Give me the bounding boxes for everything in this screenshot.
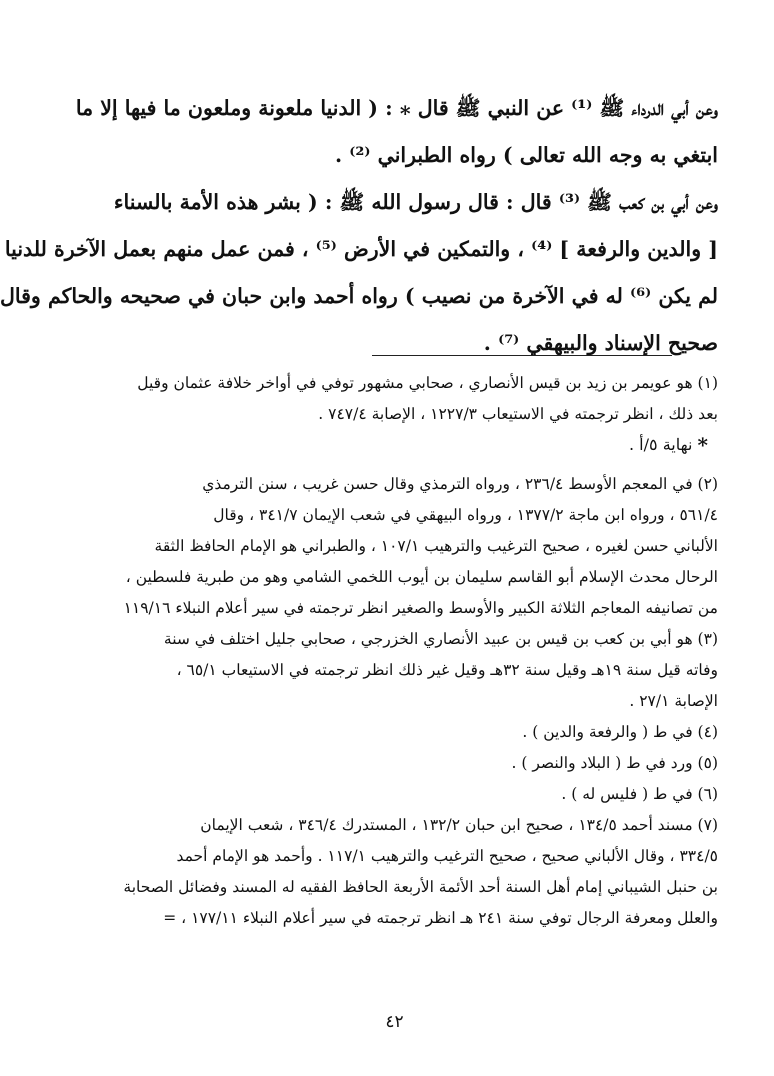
main-text-line: ابتغي به وجه الله تعالى ) رواه الطبراني ⁽²⁾ .: [335, 143, 718, 167]
footnote-separator: [372, 355, 672, 356]
page-number: ٤٢: [385, 1012, 404, 1032]
footnote-line: وفاته قيل سنة ١٩هـ وقيل سنة ٣٢هـ وقيل غير ذلك انظر ترجمته في الاستيعاب ٦٥/١ ،: [176, 661, 718, 679]
asterisk-icon: *: [697, 433, 708, 457]
footnotes: [73, 368, 718, 934]
footnote-line: بن حنبل الشيباني إمام أهل السنة أحد الأئمة الأربعة الحافظ الفقيه له المسند وفضائل الصحابة: [123, 878, 718, 896]
manuscript-marker-note: [73, 430, 718, 461]
footnote-line: بعد ذلك ، انظر ترجمته في الاستيعاب ١٢٢٧/٣ ، الإصابة ٧٤٧/٤ .: [318, 405, 718, 423]
footnote-line: (٢) في المعجم الأوسط ٢٣٦/٤ ، ورواه الترمذي وقال حسن غريب ، سنن الترمذي: [202, 475, 718, 493]
footnote-line: (٥) ورد في ط ( البلاد والنصر ) .: [511, 754, 718, 772]
main-text-line: لم يكن ⁽⁶⁾ له في الآخرة من نصيب ) رواه أحمد وابن حبان في صحيحه والحاكم وقال: [0, 284, 718, 308]
footnote-line: (٣) هو أبي بن كعب بن قيس بن عبيد الأنصاري الخزرجي ، صحابي جليل اختلف في سنة: [163, 630, 718, 648]
footnote-line: (٤) في ط ( والرفعة والدين ) .: [522, 723, 718, 741]
main-text-line: وعن أبي بن كعب ﷺ ⁽³⁾ قال : قال رسول الله ﷺ : ( بشر هذه الأمة بالسناء: [113, 190, 718, 214]
footnote-line: من تصانيفه المعاجم الثلاثة الكبير والأوسط والصغير انظر ترجمته في سير أعلام النبلاء ١١٩/١٦: [123, 599, 718, 617]
manuscript-marker-text: نهاية ٥/أ .: [629, 435, 693, 454]
main-text: [0, 88, 718, 370]
footnote-line: ٣٣٤/٥ ، وقال الألباني صحيح ، صحيح الترغيب والترهيب ١١٧/١ . وأحمد هو الإمام أحمد: [176, 847, 718, 865]
footnote-line: الإصابة ٢٧/١ .: [629, 692, 718, 710]
main-text-line: وعن أبي الدرداء ﷺ ⁽¹⁾ عن النبي ﷺ قال ⁎ : ( الدنيا ملعونة وملعون ما فيها إلا ما: [75, 96, 718, 120]
footnote-line: ٥٦١/٤ ، ورواه ابن ماجة ١٣٧٧/٢ ، ورواه البيهقي في شعب الإيمان ٣٤١/٧ ، وقال: [213, 506, 718, 524]
footnote-line: (٦) في ط ( فليس له ) .: [561, 785, 718, 803]
footnote-line: الألباني حسن لغيره ، صحيح الترغيب والترهيب ١٠٧/١ ، والطبراني هو الإمام الحافظ الثقة: [154, 537, 718, 555]
footnote-line: والعلل ومعرفة الرجال توفي سنة ٢٤١ هـ انظر ترجمته في سير أعلام النبلاء ١٧٧/١١ ، =: [163, 909, 718, 927]
footnote-line: (٧) مسند أحمد ١٣٤/٥ ، صحيح ابن حبان ١٣٢/٢ ، المستدرك ٣٤٦/٤ ، شعب الإيمان: [200, 816, 718, 834]
main-text-line: صحيح الإسناد والبيهقي ⁽⁷⁾ .: [483, 331, 718, 355]
footnote-line: الرحال محدث الإسلام أبو القاسم سليمان بن أيوب اللخمي الشامي وهو من طبرية فلسطين ،: [125, 568, 718, 586]
main-text-line: [ والدين والرفعة ] ⁽⁴⁾ ، والتمكين في الأرض ⁽⁵⁾ ، فمن عمل منهم بعمل الآخرة للدنيا: [4, 237, 718, 261]
footnote-line: (١) هو عويمر بن زيد بن قيس الأنصاري ، صحابي مشهور توفي في أواخر خلافة عثمان وقيل: [137, 374, 718, 392]
